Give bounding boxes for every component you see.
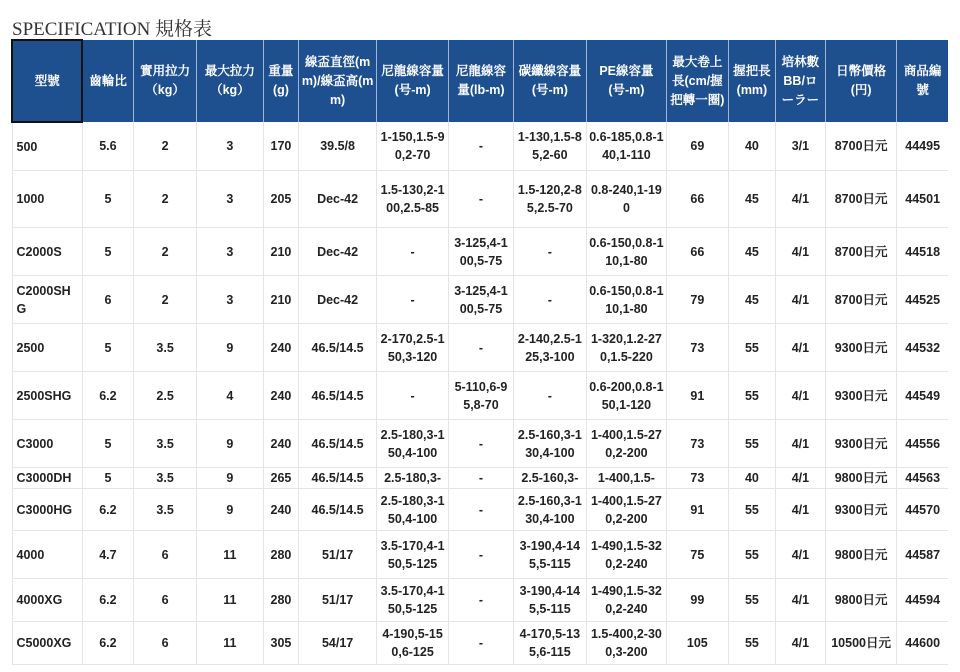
cell-practical-drag: 6 [133,531,196,579]
cell-model: C2000S [12,228,82,276]
cell-item-code: 44525 [897,276,948,324]
cell-fluoro: 2.5-160,3-130,4-100 [513,420,586,468]
cell-practical-drag: 6 [133,622,196,665]
table-row [12,489,948,531]
col-header-model: 型號 [12,40,82,122]
cell-nylon-go: 2.5-180,3- [376,468,448,489]
cell-practical-drag: 2 [133,122,196,171]
cell-price: 9300日元 [825,489,896,531]
cell-nylon-go: 3.5-170,4-150,5-125 [376,579,448,622]
spec-table [11,39,948,665]
cell-retrieve: 99 [666,579,728,622]
table-row [12,171,948,228]
cell-nylon-lb: - [449,531,513,579]
cell-price: 8700日元 [825,171,896,228]
cell-max-drag: 3 [197,122,263,171]
cell-price: 9300日元 [825,420,896,468]
cell-max-drag: 11 [197,622,263,665]
cell-practical-drag: 3.5 [133,420,196,468]
cell-nylon-go: 2.5-180,3-150,4-100 [376,420,448,468]
cell-fluoro: - [513,276,586,324]
page-title: SPECIFICATION 規格表 [12,19,213,40]
cell-retrieve: 79 [666,276,728,324]
cell-max-drag: 11 [197,531,263,579]
cell-gear-ratio: 5 [82,420,133,468]
cell-gear-ratio: 6.2 [82,372,133,420]
cell-weight: 170 [263,122,299,171]
cell-nylon-go: 2-170,2.5-150,3-120 [376,324,448,372]
cell-price: 9800日元 [825,531,896,579]
cell-bearings: 4/1 [775,468,825,489]
cell-model: C3000HG [12,489,82,531]
cell-item-code: 44549 [897,372,948,420]
cell-model: C2000SHG [12,276,82,324]
cell-handle-length: 45 [728,228,775,276]
cell-handle-length: 55 [728,622,775,665]
cell-fluoro: 4-170,5-135,6-115 [513,622,586,665]
cell-bearings: 4/1 [775,372,825,420]
col-header-price: 日幣價格(円) [825,40,896,122]
cell-price: 9800日元 [825,468,896,489]
cell-gear-ratio: 6.2 [82,489,133,531]
cell-practical-drag: 3.5 [133,468,196,489]
cell-gear-ratio: 6.2 [82,579,133,622]
cell-bearings: 4/1 [775,579,825,622]
cell-fluoro: - [513,228,586,276]
cell-nylon-lb: - [449,622,513,665]
cell-price: 8700日元 [825,276,896,324]
table-row [12,228,948,276]
cell-bearings: 4/1 [775,489,825,531]
cell-price: 9300日元 [825,372,896,420]
cell-nylon-go: - [376,228,448,276]
cell-nylon-lb: 3-125,4-100,5-75 [449,276,513,324]
cell-handle-length: 45 [728,171,775,228]
cell-pe: 1-400,1.5-270,2-200 [587,420,667,468]
cell-nylon-go: 4-190,5-150,6-125 [376,622,448,665]
cell-nylon-go: - [376,276,448,324]
cell-max-drag: 9 [197,420,263,468]
cell-weight: 305 [263,622,299,665]
cell-nylon-lb: - [449,324,513,372]
col-header-bearings: 培林數BB/ローラー [775,40,825,122]
cell-handle-length: 55 [728,324,775,372]
col-header-spool-size: 線盃直徑(mm)/線盃高(mm) [299,40,377,122]
cell-weight: 280 [263,531,299,579]
cell-weight: 205 [263,171,299,228]
cell-price: 8700日元 [825,228,896,276]
cell-weight: 240 [263,420,299,468]
col-header-nylon-go: 尼龍線容量(号-m) [376,40,448,122]
col-header-nylon-lb: 尼龍線容量(lb-m) [449,40,513,122]
cell-gear-ratio: 6 [82,276,133,324]
cell-pe: 0.6-150,0.8-110,1-80 [587,276,667,324]
col-header-gear-ratio: 齒輪比 [82,40,133,122]
cell-gear-ratio: 5 [82,171,133,228]
cell-max-drag: 4 [197,372,263,420]
cell-pe: 1-400,1.5- [587,468,667,489]
cell-retrieve: 73 [666,420,728,468]
cell-pe: 1.5-400,2-300,3-200 [587,622,667,665]
cell-nylon-go: 1-150,1.5-90,2-70 [376,122,448,171]
cell-handle-length: 55 [728,420,775,468]
col-header-pe: PE線容量(号-m) [587,40,667,122]
cell-practical-drag: 2.5 [133,372,196,420]
header-row [12,40,948,122]
cell-practical-drag: 3.5 [133,324,196,372]
cell-weight: 210 [263,276,299,324]
cell-gear-ratio: 5.6 [82,122,133,171]
cell-practical-drag: 3.5 [133,489,196,531]
cell-pe: 0.6-200,0.8-150,1-120 [587,372,667,420]
cell-fluoro: - [513,372,586,420]
cell-spool-size: 54/17 [299,622,377,665]
col-header-handle-length: 握把長(mm) [728,40,775,122]
cell-practical-drag: 2 [133,171,196,228]
cell-handle-length: 40 [728,122,775,171]
col-header-max-drag: 最大拉力（kg） [197,40,263,122]
col-header-weight: 重量(g) [263,40,299,122]
cell-price: 9800日元 [825,579,896,622]
spec-table-body [12,122,948,665]
cell-nylon-lb: - [449,420,513,468]
cell-item-code: 44495 [897,122,948,171]
cell-pe: 1-490,1.5-320,2-240 [587,579,667,622]
cell-fluoro: 1-130,1.5-85,2-60 [513,122,586,171]
col-header-fluoro: 碳纖線容量(号-m) [513,40,586,122]
cell-weight: 240 [263,372,299,420]
cell-nylon-go: 1.5-130,2-100,2.5-85 [376,171,448,228]
table-row [12,622,948,665]
cell-spool-size: Dec-42 [299,276,377,324]
cell-item-code: 44570 [897,489,948,531]
cell-pe: 1-400,1.5-270,2-200 [587,489,667,531]
cell-practical-drag: 6 [133,579,196,622]
cell-retrieve: 75 [666,531,728,579]
cell-model: C3000 [12,420,82,468]
cell-model: C3000DH [12,468,82,489]
cell-item-code: 44587 [897,531,948,579]
col-header-practical-drag: 實用拉力（kg） [133,40,196,122]
cell-practical-drag: 2 [133,228,196,276]
cell-retrieve: 66 [666,171,728,228]
cell-nylon-lb: 3-125,4-100,5-75 [449,228,513,276]
cell-model: 2500SHG [12,372,82,420]
table-row [12,468,948,489]
cell-nylon-lb: 5-110,6-95,8-70 [449,372,513,420]
cell-item-code: 44518 [897,228,948,276]
cell-model: 500 [12,122,82,171]
cell-handle-length: 40 [728,468,775,489]
cell-spool-size: 39.5/8 [299,122,377,171]
cell-item-code: 44600 [897,622,948,665]
cell-price: 9300日元 [825,324,896,372]
cell-bearings: 4/1 [775,171,825,228]
cell-retrieve: 105 [666,622,728,665]
cell-max-drag: 11 [197,579,263,622]
cell-retrieve: 73 [666,468,728,489]
cell-nylon-go: 2.5-180,3-150,4-100 [376,489,448,531]
cell-fluoro: 2.5-160,3-130,4-100 [513,489,586,531]
cell-spool-size: 46.5/14.5 [299,324,377,372]
cell-model: 1000 [12,171,82,228]
cell-retrieve: 73 [666,324,728,372]
cell-gear-ratio: 6.2 [82,622,133,665]
cell-price: 10500日元 [825,622,896,665]
cell-spool-size: Dec-42 [299,171,377,228]
cell-pe: 1-320,1.2-270,1.5-220 [587,324,667,372]
cell-bearings: 4/1 [775,276,825,324]
cell-nylon-lb: - [449,489,513,531]
cell-retrieve: 66 [666,228,728,276]
table-row [12,372,948,420]
table-row [12,420,948,468]
cell-pe: 0.6-150,0.8-110,1-80 [587,228,667,276]
cell-handle-length: 55 [728,489,775,531]
cell-bearings: 4/1 [775,531,825,579]
cell-handle-length: 55 [728,531,775,579]
cell-bearings: 4/1 [775,420,825,468]
cell-spool-size: 46.5/14.5 [299,468,377,489]
cell-spool-size: 51/17 [299,579,377,622]
cell-bearings: 3/1 [775,122,825,171]
cell-gear-ratio: 5 [82,228,133,276]
cell-retrieve: 91 [666,372,728,420]
cell-max-drag: 9 [197,324,263,372]
table-row [12,276,948,324]
cell-max-drag: 9 [197,468,263,489]
cell-retrieve: 69 [666,122,728,171]
cell-item-code: 44594 [897,579,948,622]
table-row [12,122,948,171]
cell-retrieve: 91 [666,489,728,531]
cell-weight: 265 [263,468,299,489]
cell-weight: 240 [263,324,299,372]
cell-model: C5000XG [12,622,82,665]
cell-nylon-lb: - [449,122,513,171]
cell-nylon-lb: - [449,579,513,622]
cell-handle-length: 45 [728,276,775,324]
cell-item-code: 44563 [897,468,948,489]
cell-fluoro: 2.5-160,3- [513,468,586,489]
cell-spool-size: 46.5/14.5 [299,489,377,531]
cell-fluoro: 1.5-120,2-85,2.5-70 [513,171,586,228]
cell-nylon-go: 3.5-170,4-150,5-125 [376,531,448,579]
cell-practical-drag: 2 [133,276,196,324]
cell-model: 4000XG [12,579,82,622]
cell-max-drag: 3 [197,276,263,324]
cell-max-drag: 3 [197,228,263,276]
cell-spool-size: 46.5/14.5 [299,420,377,468]
cell-nylon-lb: - [449,468,513,489]
cell-pe: 1-490,1.5-320,2-240 [587,531,667,579]
cell-pe: 0.8-240,1-190 [587,171,667,228]
cell-spool-size: 51/17 [299,531,377,579]
cell-nylon-lb: - [449,171,513,228]
cell-nylon-go: - [376,372,448,420]
cell-spool-size: 46.5/14.5 [299,372,377,420]
table-row [12,324,948,372]
cell-bearings: 4/1 [775,228,825,276]
cell-model: 4000 [12,531,82,579]
table-row [12,579,948,622]
col-header-retrieve: 最大卷上長(cm/握把轉一圈) [666,40,728,122]
col-header-item-code: 商品編號 [897,40,948,122]
cell-fluoro: 2-140,2.5-125,3-100 [513,324,586,372]
cell-handle-length: 55 [728,372,775,420]
cell-weight: 240 [263,489,299,531]
cell-bearings: 4/1 [775,622,825,665]
cell-gear-ratio: 5 [82,468,133,489]
cell-weight: 280 [263,579,299,622]
cell-bearings: 4/1 [775,324,825,372]
cell-weight: 210 [263,228,299,276]
cell-model: 2500 [12,324,82,372]
cell-gear-ratio: 4.7 [82,531,133,579]
cell-gear-ratio: 5 [82,324,133,372]
table-row [12,531,948,579]
cell-price: 8700日元 [825,122,896,171]
cell-max-drag: 9 [197,489,263,531]
cell-fluoro: 3-190,4-145,5-115 [513,531,586,579]
cell-spool-size: Dec-42 [299,228,377,276]
cell-max-drag: 3 [197,171,263,228]
cell-item-code: 44501 [897,171,948,228]
cell-item-code: 44532 [897,324,948,372]
cell-handle-length: 55 [728,579,775,622]
cell-fluoro: 3-190,4-145,5-115 [513,579,586,622]
cell-item-code: 44556 [897,420,948,468]
cell-pe: 0.6-185,0.8-140,1-110 [587,122,667,171]
